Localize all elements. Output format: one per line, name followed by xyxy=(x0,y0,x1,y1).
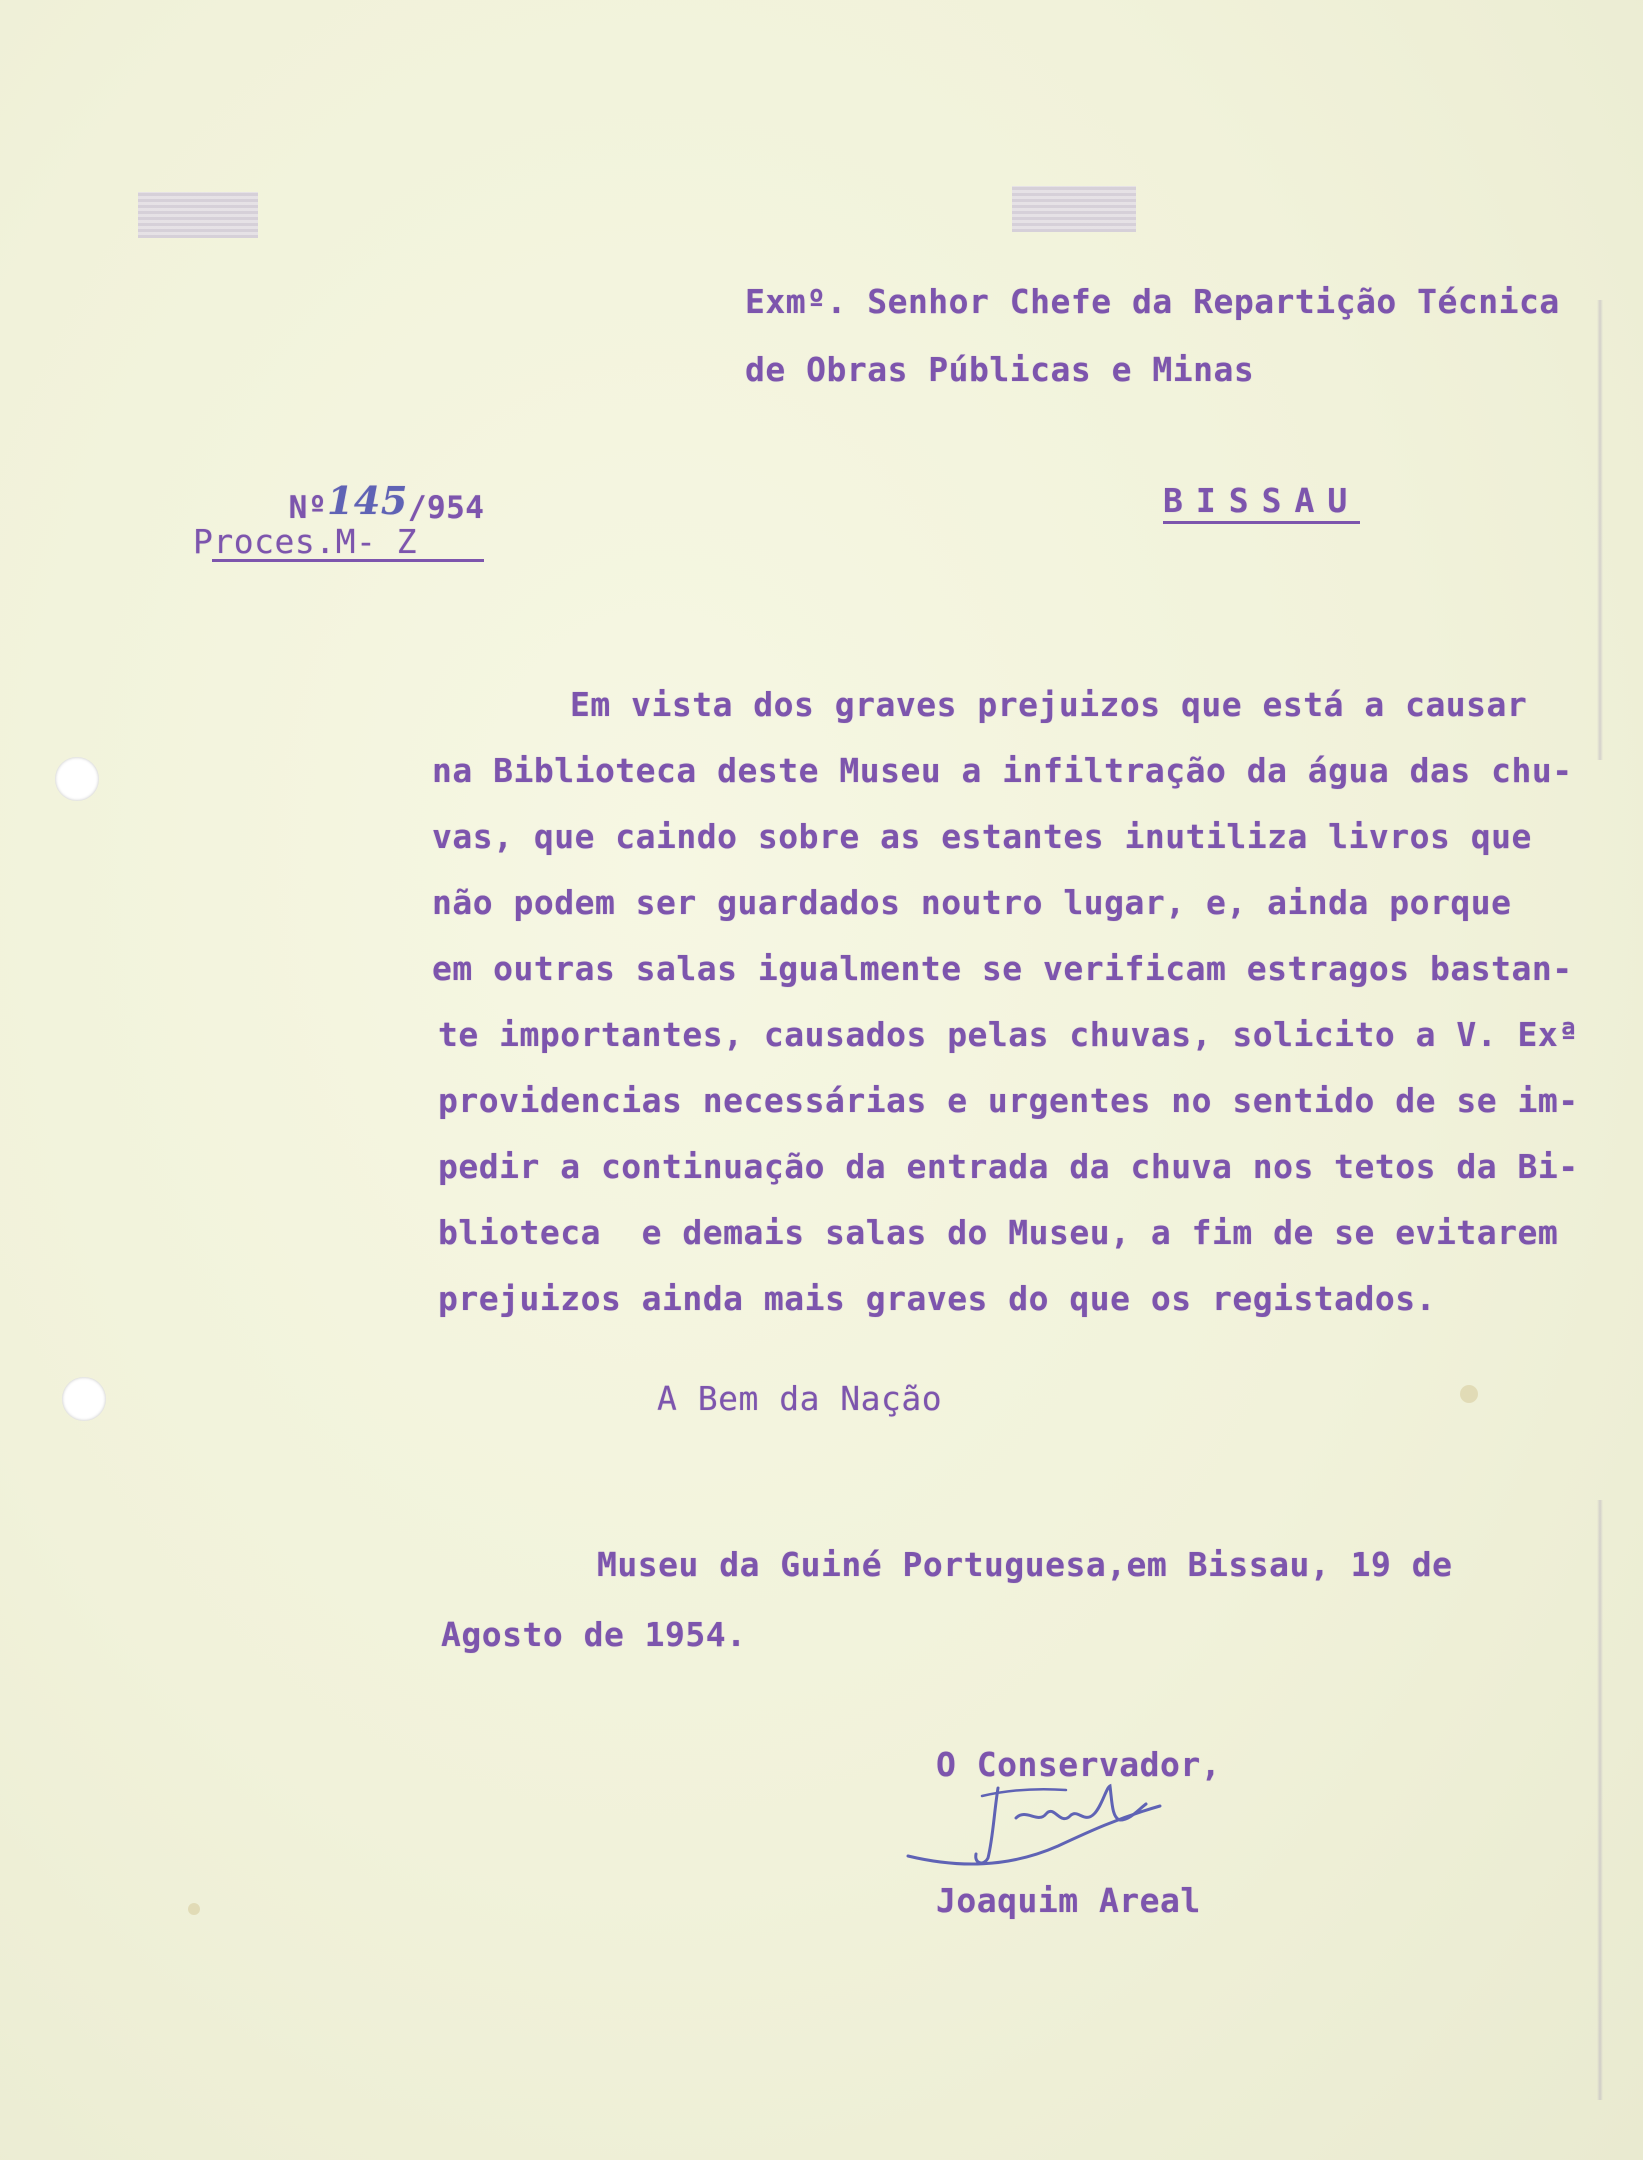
body-line: blioteca e demais salas do Museu, a fim de se evitarem xyxy=(438,1213,1559,1252)
handwritten-signature xyxy=(898,1768,1188,1878)
redaction-mark-left xyxy=(138,192,258,238)
signatory-name: Joaquim Areal xyxy=(936,1881,1201,1920)
body-line: prejuizos ainda mais graves do que os registados. xyxy=(438,1279,1437,1318)
body-line: não podem ser guardados noutro lugar, e, ainda porque xyxy=(432,883,1512,922)
reference-number-year: /954 xyxy=(407,490,485,526)
body-line: na Biblioteca deste Museu a infiltração da água das chu- xyxy=(432,751,1573,790)
process-reference: Proces.M- Z xyxy=(193,522,418,561)
body-line: Em vista dos graves prejuizos que está a causar xyxy=(570,685,1528,724)
body-line: em outras salas igualmente se verificam estragos bastan- xyxy=(432,949,1573,988)
paper-stain xyxy=(1460,1385,1478,1403)
body-line: providencias necessárias e urgentes no sentido de se im- xyxy=(438,1081,1579,1120)
addressee-line-1: Exmº. Senhor Chefe da Repartição Técnica xyxy=(745,282,1560,321)
paper-stain xyxy=(188,1903,200,1915)
punch-hole-bottom xyxy=(62,1377,106,1421)
signatory-title: O Conservador, xyxy=(936,1745,1222,1784)
punch-hole-top xyxy=(55,757,99,801)
paper-edge-crease-bottom xyxy=(1597,1500,1603,2100)
place-date-line-1: Museu da Guiné Portuguesa,em Bissau, 19 de xyxy=(597,1545,1453,1584)
closing-phrase: A Bem da Nação xyxy=(657,1379,943,1418)
destination-city: BISSAU xyxy=(1163,484,1360,524)
reference-number-handwritten: 145 xyxy=(326,478,408,523)
body-line: pedir a continuação da entrada da chuva nos tetos da Bi- xyxy=(438,1147,1579,1186)
body-line: te importantes, causados pelas chuvas, solicito a V. Exª xyxy=(438,1015,1579,1054)
place-date-line-2: Agosto de 1954. xyxy=(441,1615,747,1654)
body-line: vas, que caindo sobre as estantes inutiliza livros que xyxy=(432,817,1532,856)
reference-number-prefix: Nº xyxy=(288,490,327,526)
paper-edge-crease-top xyxy=(1597,300,1603,760)
redaction-mark-right xyxy=(1012,186,1136,232)
addressee-line-2: de Obras Públicas e Minas xyxy=(745,350,1255,389)
